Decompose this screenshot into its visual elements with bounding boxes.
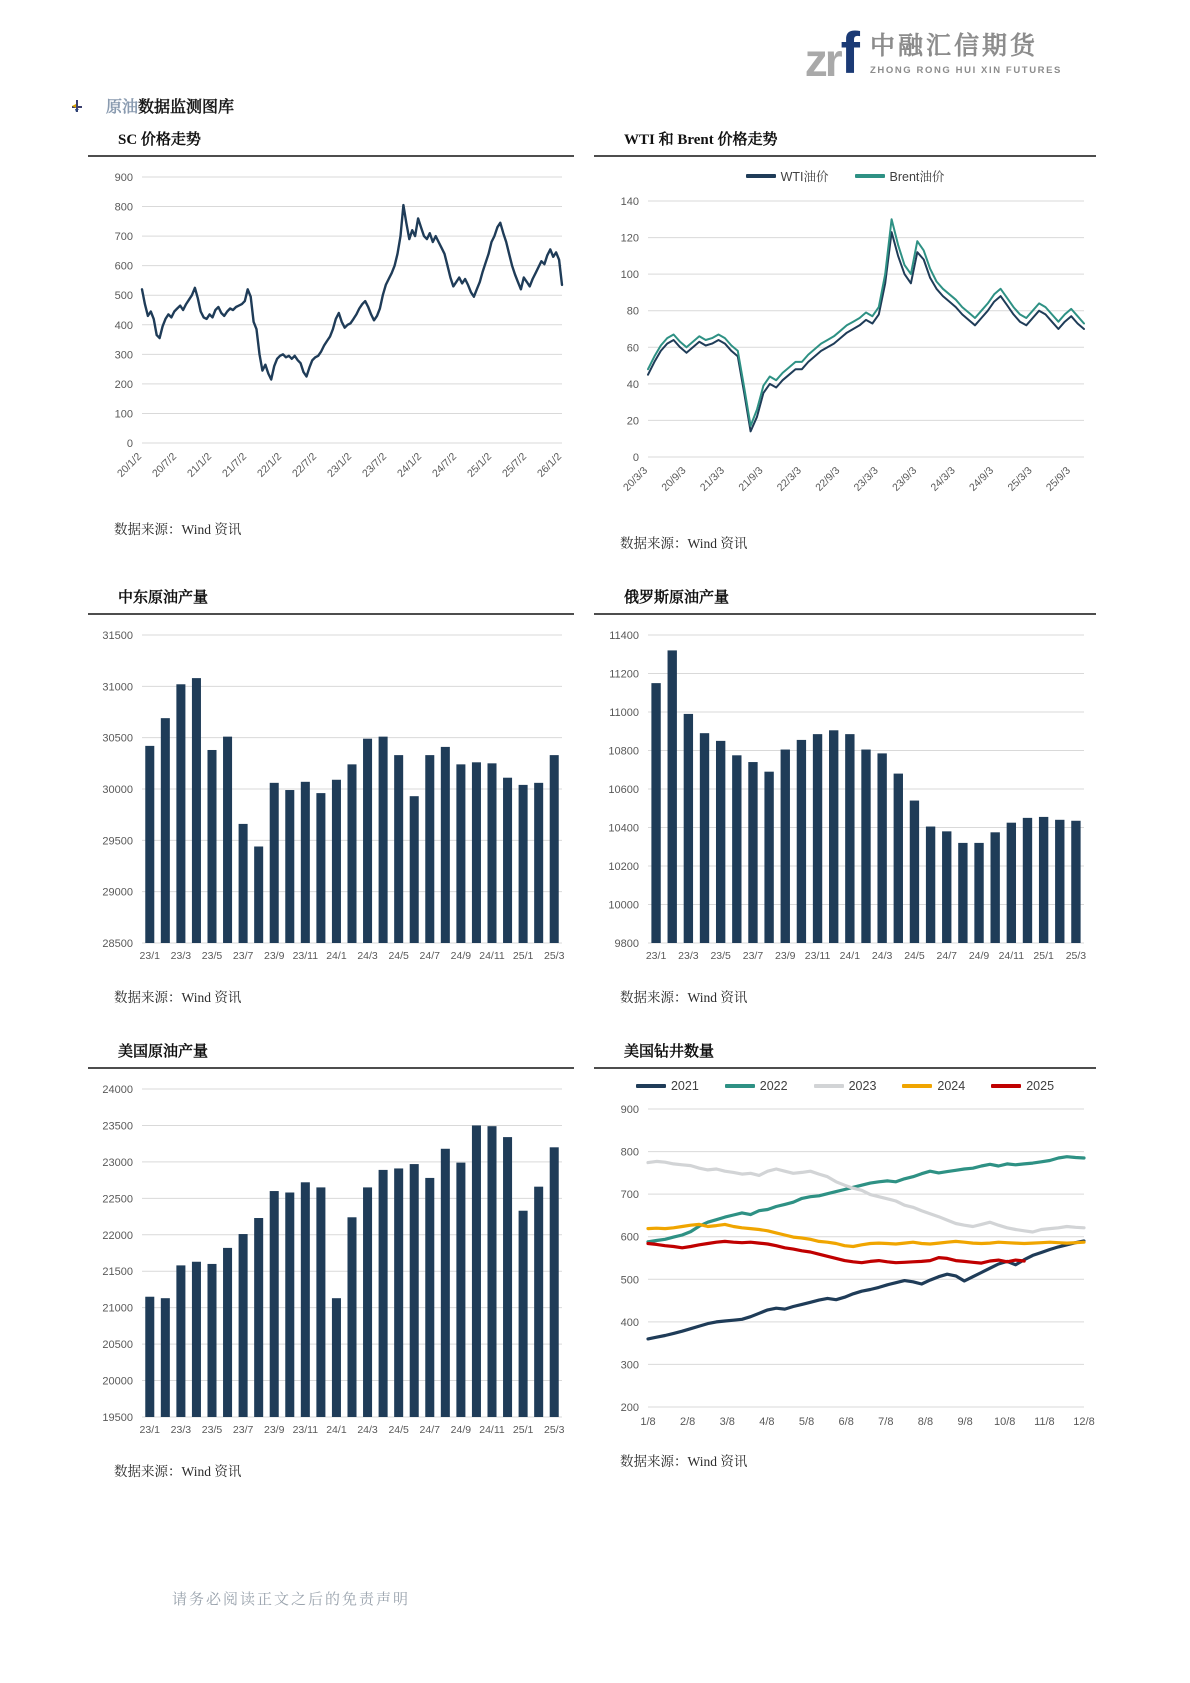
- svg-text:11200: 11200: [609, 668, 639, 681]
- chart-legend: [594, 1079, 1096, 1093]
- svg-text:25/1: 25/1: [1033, 950, 1054, 962]
- chart-title: WTI 和 Brent 价格走势: [624, 132, 778, 148]
- svg-text:23/1/2: 23/1/2: [324, 450, 355, 480]
- svg-text:24/7/2: 24/7/2: [429, 450, 460, 480]
- legend-item: 2023: [814, 1079, 877, 1093]
- svg-text:40: 40: [626, 378, 639, 391]
- svg-text:4/8: 4/8: [759, 1416, 775, 1428]
- svg-text:0: 0: [632, 452, 639, 464]
- svg-text:8/8: 8/8: [917, 1416, 934, 1428]
- data-source-note: 数据来源：Wind 资讯: [114, 1464, 242, 1479]
- logo-zrf-mark: [805, 20, 860, 87]
- chart-title: 中东原油产量: [118, 590, 209, 606]
- svg-text:22/7/2: 22/7/2: [289, 450, 320, 480]
- svg-text:23/11: 23/11: [292, 1424, 319, 1436]
- svg-text:23/9/3: 23/9/3: [890, 464, 920, 494]
- svg-text:23/5: 23/5: [710, 950, 731, 962]
- svg-text:31000: 31000: [102, 681, 133, 694]
- svg-text:23/1: 23/1: [139, 1424, 160, 1436]
- svg-text:24/9: 24/9: [450, 1424, 472, 1436]
- svg-text:23/9: 23/9: [264, 950, 285, 962]
- svg-text:21/9/3: 21/9/3: [736, 464, 766, 494]
- svg-text:400: 400: [620, 1316, 639, 1329]
- legend-item: 2025: [991, 1079, 1054, 1093]
- svg-text:10000: 10000: [608, 899, 639, 912]
- page-title: [106, 94, 234, 117]
- svg-text:23/3: 23/3: [170, 950, 192, 962]
- svg-text:23/1: 23/1: [645, 950, 667, 962]
- svg-text:5/8: 5/8: [798, 1416, 815, 1428]
- svg-text:200: 200: [620, 1402, 639, 1414]
- data-source-note: 数据来源：Wind 资讯: [620, 990, 748, 1005]
- svg-text:300: 300: [114, 349, 133, 362]
- svg-text:9/8: 9/8: [957, 1416, 973, 1428]
- svg-text:500: 500: [114, 290, 133, 303]
- data-source-note: 数据来源：Wind 资讯: [114, 522, 242, 537]
- legend-item: Brent油价: [855, 167, 945, 185]
- logo-company-name-cn: 中融汇信期货: [869, 33, 1038, 60]
- svg-text:3/8: 3/8: [719, 1416, 735, 1428]
- svg-text:23000: 23000: [102, 1156, 133, 1169]
- chart-block-us-rig-count: [594, 1040, 1096, 1480]
- svg-text:30000: 30000: [102, 784, 133, 796]
- svg-text:24/3: 24/3: [357, 1424, 378, 1436]
- svg-text:9800: 9800: [614, 938, 639, 950]
- sc-price-chart: [88, 163, 574, 508]
- svg-text:700: 700: [114, 231, 133, 244]
- svg-text:24000: 24000: [102, 1084, 133, 1096]
- svg-text:19500: 19500: [102, 1412, 133, 1424]
- svg-text:24/5: 24/5: [904, 950, 925, 962]
- svg-text:300: 300: [620, 1359, 639, 1372]
- russia-output-chart: [594, 621, 1096, 976]
- svg-text:80: 80: [626, 305, 639, 318]
- svg-text:23/9: 23/9: [775, 950, 796, 962]
- svg-text:7/8: 7/8: [878, 1416, 894, 1428]
- chart-title: 美国原油产量: [118, 1044, 209, 1060]
- svg-text:24/1/2: 24/1/2: [394, 450, 425, 480]
- svg-text:25/3: 25/3: [1065, 950, 1087, 962]
- svg-text:20500: 20500: [102, 1339, 133, 1352]
- svg-text:21/7/2: 21/7/2: [219, 450, 250, 480]
- chart-grid: [88, 128, 1096, 1480]
- chart-title: 俄罗斯原油产量: [624, 590, 730, 606]
- svg-text:11000: 11000: [609, 707, 639, 719]
- svg-text:20/7/2: 20/7/2: [149, 450, 180, 480]
- svg-text:200: 200: [114, 378, 133, 391]
- svg-text:24/11: 24/11: [998, 950, 1025, 962]
- svg-text:20000: 20000: [102, 1375, 133, 1388]
- legend-swatch: [814, 1084, 844, 1088]
- disclaimer-note: 请务必阅读正文之后的免责声明: [172, 1592, 411, 1608]
- legend-swatch: [991, 1084, 1021, 1088]
- svg-text:24/1: 24/1: [839, 950, 861, 962]
- svg-text:24/1: 24/1: [326, 950, 347, 962]
- svg-text:20/3/3: 20/3/3: [620, 464, 651, 494]
- svg-text:21/3/3: 21/3/3: [697, 464, 728, 494]
- legend-swatch: [636, 1084, 666, 1088]
- section-bullet-icon: [70, 99, 84, 113]
- legend-swatch: [746, 174, 776, 178]
- svg-text:600: 600: [620, 1231, 639, 1244]
- svg-text:800: 800: [620, 1146, 639, 1159]
- svg-text:20/9/3: 20/9/3: [659, 464, 689, 494]
- svg-text:23/9: 23/9: [264, 1424, 285, 1436]
- legend-item: 2024: [902, 1079, 965, 1093]
- logo-zr-letters: zr: [804, 34, 840, 86]
- legend-item: 2022: [725, 1079, 788, 1093]
- chart-block-sc-price: [88, 128, 574, 552]
- svg-text:23/11: 23/11: [804, 950, 831, 962]
- svg-text:24/11: 24/11: [479, 950, 505, 962]
- title-rule: [594, 1067, 1096, 1069]
- svg-text:22/3/3: 22/3/3: [774, 464, 804, 494]
- svg-text:400: 400: [114, 319, 133, 332]
- legend-item: 2021: [636, 1079, 699, 1093]
- svg-text:700: 700: [620, 1189, 639, 1202]
- svg-text:100: 100: [620, 269, 639, 282]
- svg-text:25/9/3: 25/9/3: [1043, 464, 1074, 494]
- svg-text:24/1: 24/1: [326, 1424, 347, 1436]
- chart-title: SC 价格走势: [118, 132, 201, 148]
- svg-text:1/8: 1/8: [640, 1416, 656, 1428]
- svg-text:23/11: 23/11: [292, 950, 319, 962]
- svg-text:10400: 10400: [608, 822, 639, 835]
- svg-text:29500: 29500: [102, 835, 133, 848]
- svg-text:20/1/2: 20/1/2: [114, 450, 145, 480]
- svg-text:22500: 22500: [102, 1193, 133, 1206]
- svg-text:24/7: 24/7: [419, 950, 440, 962]
- svg-text:23/7: 23/7: [232, 1424, 254, 1436]
- svg-text:25/7/2: 25/7/2: [499, 450, 530, 480]
- page-title-rest: 数据监测图库: [138, 99, 235, 116]
- svg-text:2/8: 2/8: [679, 1416, 696, 1428]
- svg-text:20: 20: [626, 415, 639, 428]
- legend-swatch: [855, 174, 885, 178]
- svg-text:100: 100: [114, 408, 133, 421]
- svg-text:900: 900: [620, 1104, 639, 1116]
- title-rule: [88, 613, 574, 615]
- svg-text:25/3: 25/3: [544, 950, 565, 962]
- svg-text:24/9: 24/9: [450, 950, 472, 962]
- svg-text:10/8: 10/8: [994, 1416, 1016, 1428]
- svg-text:6/8: 6/8: [838, 1416, 854, 1428]
- svg-text:0: 0: [126, 438, 133, 450]
- title-rule: [88, 1067, 574, 1069]
- svg-text:25/1: 25/1: [512, 1424, 534, 1436]
- legend-swatch: [902, 1084, 932, 1088]
- data-source-note: 数据来源：Wind 资讯: [620, 1454, 748, 1469]
- svg-text:23500: 23500: [102, 1120, 133, 1133]
- chart-block-russia-output: [594, 586, 1096, 1006]
- title-rule: [594, 155, 1096, 157]
- svg-text:22/9/3: 22/9/3: [813, 464, 843, 494]
- svg-text:900: 900: [114, 172, 133, 184]
- svg-text:23/3: 23/3: [678, 950, 699, 962]
- svg-text:30500: 30500: [102, 732, 133, 745]
- legend-swatch: [725, 1084, 755, 1088]
- chart-block-us-output: [88, 1040, 574, 1480]
- svg-text:29000: 29000: [102, 886, 133, 899]
- svg-text:24/11: 24/11: [479, 1424, 505, 1436]
- legend-item: WTI油价: [746, 167, 829, 185]
- svg-text:800: 800: [114, 201, 133, 214]
- svg-text:600: 600: [114, 260, 133, 273]
- svg-text:22000: 22000: [102, 1229, 133, 1242]
- us-output-chart: [88, 1075, 574, 1450]
- chart-block-middle-east-output: [88, 586, 574, 1006]
- svg-text:25/3: 25/3: [544, 1424, 565, 1436]
- wti-brent-chart: [594, 167, 1096, 522]
- svg-text:23/1: 23/1: [139, 950, 160, 962]
- svg-text:25/1: 25/1: [512, 950, 534, 962]
- svg-text:21500: 21500: [102, 1266, 133, 1279]
- svg-text:24/5: 24/5: [388, 1424, 409, 1436]
- data-source-note: 数据来源：Wind 资讯: [620, 536, 748, 551]
- svg-text:10600: 10600: [608, 784, 639, 796]
- svg-text:31500: 31500: [102, 630, 133, 642]
- section-heading: [70, 94, 234, 117]
- svg-text:22/1/2: 22/1/2: [254, 450, 285, 480]
- svg-text:23/7/2: 23/7/2: [359, 450, 390, 480]
- chart-legend: [594, 167, 1096, 185]
- page-title-highlight: 原油: [106, 99, 139, 116]
- svg-text:140: 140: [620, 196, 639, 208]
- svg-text:23/5: 23/5: [201, 1424, 223, 1436]
- chart-title: 美国钻井数量: [624, 1044, 715, 1060]
- chart-block-wti-brent: [594, 128, 1096, 552]
- svg-text:24/3: 24/3: [357, 950, 378, 962]
- svg-text:12/8: 12/8: [1073, 1416, 1095, 1428]
- svg-text:21/1/2: 21/1/2: [184, 450, 215, 480]
- svg-text:28500: 28500: [102, 938, 133, 950]
- svg-text:24/7: 24/7: [936, 950, 957, 962]
- data-source-note: 数据来源：Wind 资讯: [114, 990, 242, 1005]
- middle-east-output-chart: [88, 621, 574, 976]
- svg-text:24/9/3: 24/9/3: [967, 464, 997, 494]
- svg-text:25/1/2: 25/1/2: [464, 450, 495, 480]
- us-rig-count-chart: [594, 1079, 1096, 1440]
- svg-text:24/9: 24/9: [968, 950, 990, 962]
- svg-text:24/3/3: 24/3/3: [928, 464, 958, 494]
- svg-text:11/8: 11/8: [1034, 1416, 1055, 1428]
- svg-text:23/5: 23/5: [201, 950, 223, 962]
- svg-text:25/3/3: 25/3/3: [1005, 464, 1035, 494]
- svg-text:11400: 11400: [609, 630, 639, 642]
- logo-f-letter: f: [840, 21, 860, 86]
- svg-text:21000: 21000: [102, 1302, 133, 1315]
- svg-text:26/1/2: 26/1/2: [534, 450, 565, 480]
- svg-text:24/7: 24/7: [419, 1424, 440, 1436]
- svg-text:10200: 10200: [608, 861, 639, 873]
- svg-text:60: 60: [626, 342, 639, 355]
- svg-text:23/3/3: 23/3/3: [851, 464, 881, 494]
- title-rule: [88, 155, 574, 157]
- logo-company-name-en: ZHONG RONG HUI XIN FUTURES: [869, 65, 1062, 76]
- svg-text:23/7: 23/7: [742, 950, 764, 962]
- svg-text:120: 120: [620, 232, 639, 245]
- svg-text:10800: 10800: [608, 745, 639, 758]
- title-rule: [594, 613, 1096, 615]
- svg-text:500: 500: [620, 1274, 639, 1287]
- svg-text:23/3: 23/3: [170, 1424, 192, 1436]
- svg-text:23/7: 23/7: [232, 950, 254, 962]
- svg-text:24/5: 24/5: [388, 950, 409, 962]
- svg-text:24/3: 24/3: [871, 950, 893, 962]
- company-logo: [805, 20, 1062, 87]
